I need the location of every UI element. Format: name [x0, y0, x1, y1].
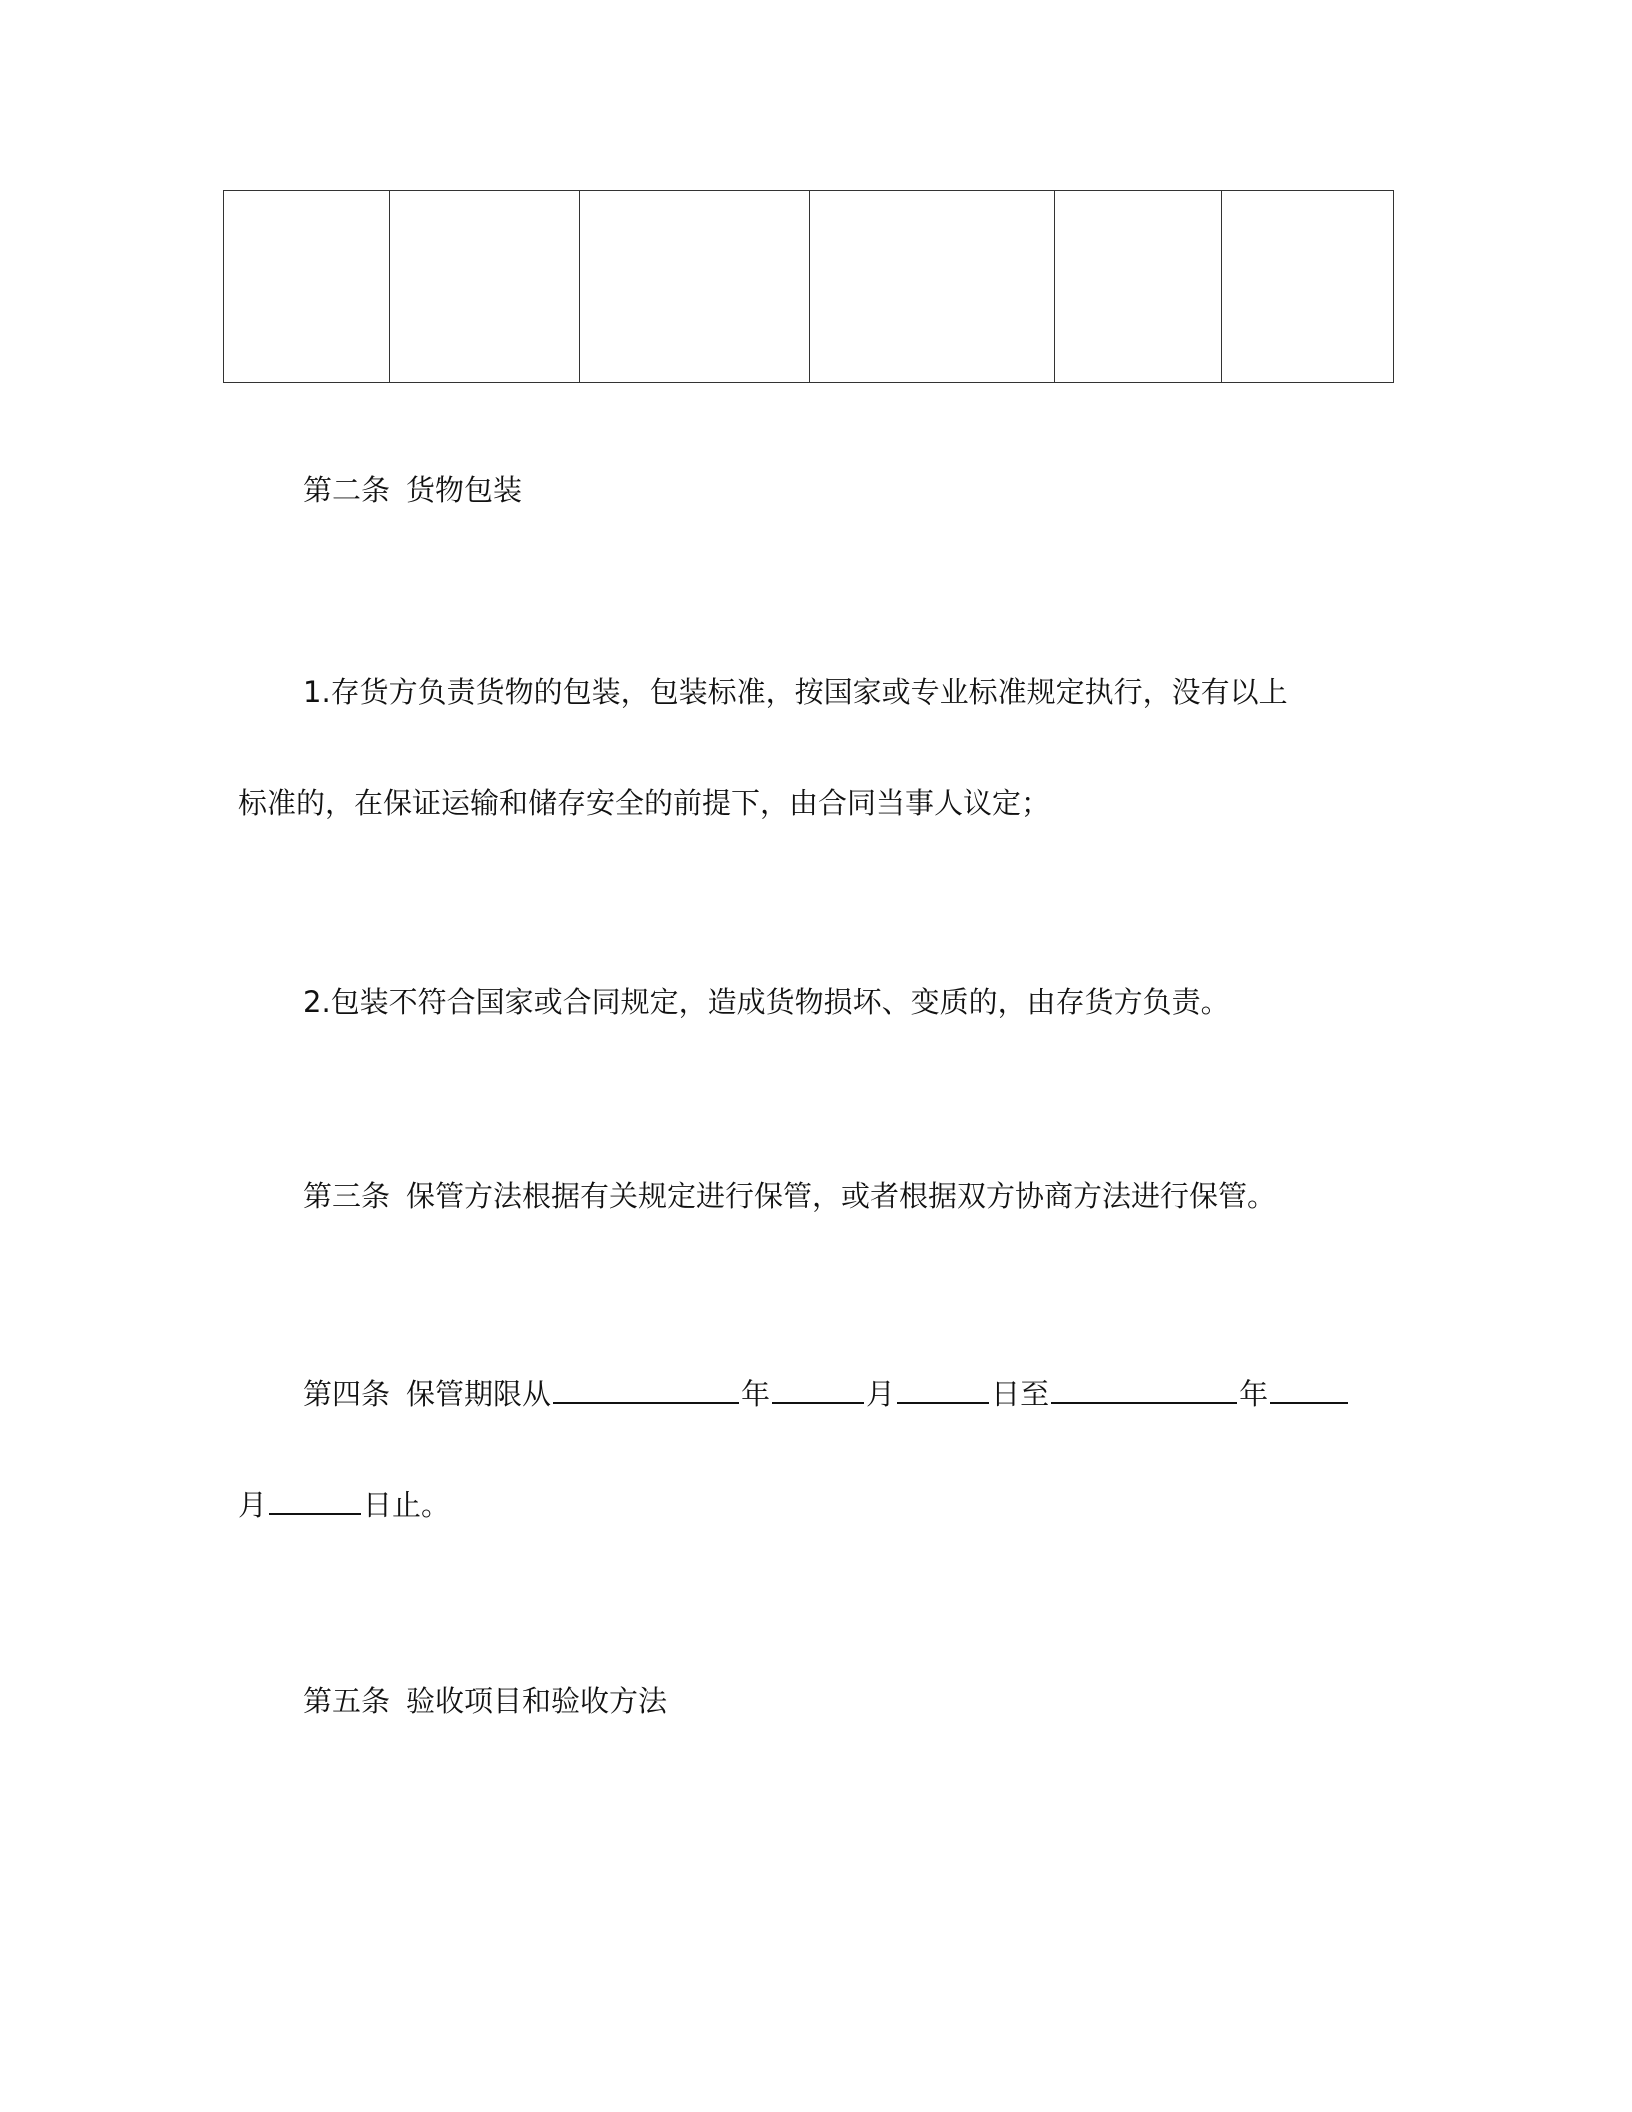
- item-1-line-1: 1.存货方负责货物的包装，包装标准，按国家或专业标准规定执行，没有以上: [303, 675, 1288, 709]
- day-to-label: 日至: [991, 1377, 1050, 1411]
- start-year-blank[interactable]: [553, 1372, 739, 1404]
- table-cell: [224, 191, 390, 383]
- article-text: 保管期限从: [406, 1377, 552, 1411]
- table-cell: [580, 191, 810, 383]
- item-2: 2.包装不符合国家或合同规定，造成货物损坏、变质的，由存货方负责。: [303, 985, 1230, 1019]
- article-2-heading: [303, 470, 522, 510]
- article-number: 第五条: [303, 1684, 391, 1718]
- table-cell: [390, 191, 580, 383]
- article-number: 第二条: [303, 473, 391, 507]
- table-cell: [810, 191, 1055, 383]
- article-text: 保管方法根据有关规定进行保管，或者根据双方协商方法进行保管。: [406, 1179, 1277, 1213]
- table-cell: [1222, 191, 1394, 383]
- goods-table: [223, 190, 1394, 383]
- article-title: 验收项目和验收方法: [406, 1684, 668, 1718]
- table-row: [224, 191, 1394, 383]
- article-4-line-2: [238, 1483, 450, 1525]
- year-label: 年: [1239, 1377, 1269, 1411]
- month-label: 月: [866, 1377, 896, 1411]
- end-day-blank[interactable]: [269, 1483, 361, 1515]
- end-label: 日止。: [363, 1488, 451, 1522]
- article-3: [303, 1176, 1276, 1216]
- year-label: 年: [741, 1377, 771, 1411]
- end-month-blank[interactable]: [1270, 1372, 1348, 1404]
- article-title: 货物包装: [406, 473, 523, 507]
- item-1-line-2: 标准的，在保证运输和储存安全的前提下，由合同当事人议定；: [238, 786, 1051, 820]
- article-number: 第三条: [303, 1179, 391, 1213]
- article-4-line-1: [303, 1372, 1350, 1414]
- article-5-heading: [303, 1681, 667, 1721]
- table-cell: [1055, 191, 1222, 383]
- start-month-blank[interactable]: [772, 1372, 864, 1404]
- article-number: 第四条: [303, 1377, 391, 1411]
- start-day-blank[interactable]: [897, 1372, 989, 1404]
- month-label: 月: [238, 1488, 268, 1522]
- end-year-blank[interactable]: [1051, 1372, 1237, 1404]
